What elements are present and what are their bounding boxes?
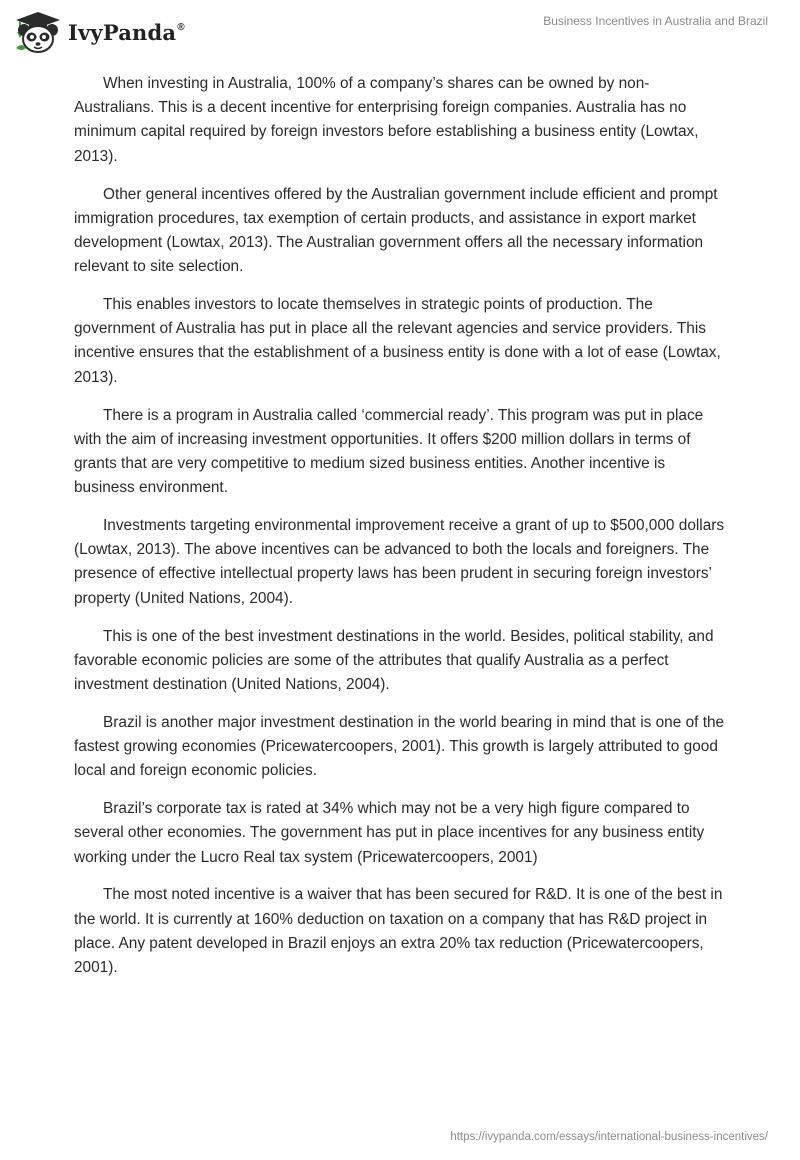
paragraph: Brazil’s corporate tax is rated at 34% which may not be a very high figure compared to several other economies. The government has put in place incentives for any business entity working under the Lucro Real tax system (Pricewatercoopers, 2001)	[74, 800, 705, 866]
source-url-link[interactable]: https://ivypanda.com/essays/international-business-incentives/	[450, 1131, 768, 1143]
paragraph: The most noted incentive is a waiver that has been secured for R&D. It is one of the best in the world. It is currently at 160% deduction on taxation on a company that has R&D project in place. Any patent developed in Brazil enjoys an extra 20% tax reduction (Pricewatercoopers, 2001).	[74, 886, 723, 976]
document-title: Business Incentives in Australia and Brazil	[543, 14, 768, 28]
paragraph: Other general incentives offered by the Australian government include efficient and prompt immigration procedures, tax exemption of certain products, and assistance in export market development (Lowtax, 2013). The Australian government offers all the necessary information relevant to site selection.	[74, 185, 718, 276]
paragraph: This enables investors to locate themselves in strategic points of production. The government of Australia has put in place all the relevant agencies and service providers. This incentive ensures that the establishment of a business entity is done with a lot of ease (Lowtax, 2013).	[74, 296, 721, 386]
paragraph: This is one of the best investment destinations in the world. Besides, political stability, and favorable economic policies are some of the attributes that qualify Australia as a perfect investment destination (United Nations, 2004).	[74, 627, 714, 693]
paragraph: Brazil is another major investment destination in the world bearing in mind that is one of the fastest growing economies (Pricewatercoopers, 2001). This growth is largely attributed to good local and foreign economic policies.	[74, 713, 725, 780]
paragraph: When investing in Australia, 100% of a company’s shares can be owned by non-Australians. This is a decent incentive for enterprising foreign companies. Australia has no minimum capital required by foreign investors before establishing a business entity (Lowtax, 2013).	[74, 75, 699, 165]
paragraph: There is a program in Australia called ‘commercial ready’. This program was put in place with the aim of increasing investment opportunities. It offers $200 million dollars in terms of grants that are very competitive to medium sized business entities. Another incentive is business environment.	[74, 406, 704, 497]
panda-graduation-cap-icon	[14, 10, 62, 54]
page-header	[0, 0, 800, 60]
logo-text: IvyPanda	[68, 19, 177, 45]
paragraph: Investments targeting environmental improvement receive a grant of up to $500,000 dollars (Lowtax, 2013). The above incentives can be advanced to both the locals and foreigners. The presence of effective intellectual property laws has been prudent in securing foreign investors’ property (United Nations, 2004).	[74, 517, 725, 607]
logo-wordmark	[68, 20, 185, 45]
ivypanda-logo[interactable]	[14, 8, 194, 56]
registered-mark: ®	[177, 21, 185, 33]
essay-body	[74, 72, 726, 994]
